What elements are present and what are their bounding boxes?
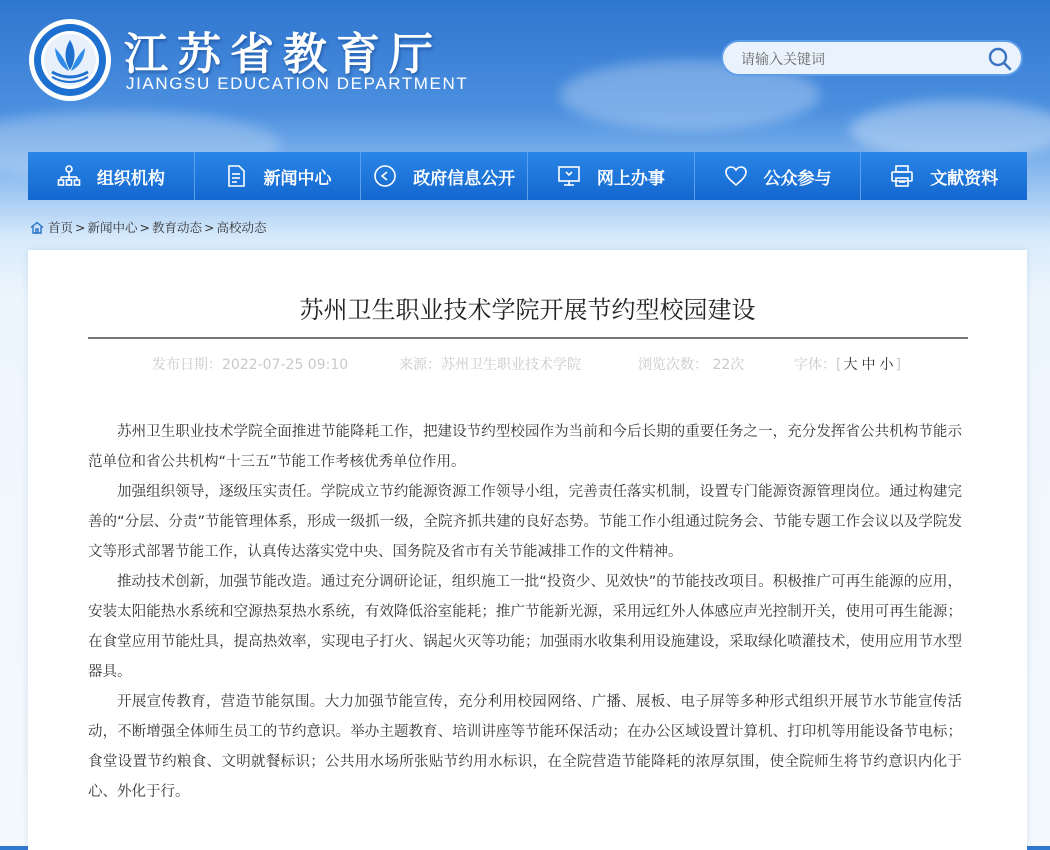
breadcrumb-separator: > — [204, 219, 215, 235]
printer-icon — [890, 164, 914, 188]
nav-item-news[interactable] — [195, 152, 362, 200]
article-title: 苏州卫生职业技术学院开展节约型校园建设 — [299, 296, 756, 324]
home-icon — [30, 221, 44, 234]
font-size-bracket: [ — [836, 357, 842, 373]
org-chart-icon — [57, 164, 81, 188]
search-box — [721, 40, 1023, 76]
nav-item-documents[interactable] — [861, 152, 1027, 200]
site-header — [0, 0, 1050, 150]
font-size-small[interactable]: 小 — [879, 357, 894, 373]
paragraph: 推动技术创新，加强节能改造。通过充分调研论证，组织施工一批“投资少、见效快”的节能技改项目。积极推广可再生能源的应用，安装太阳能热水系统和空源热泵热水系统，有效降低浴室能耗；推广节能新光源，采用远红外人体感应声光控制开关，使用可再生能源；在食堂应用节能灶具，提高热效率，实现电子打火、锅起火灭等功能；加强雨水收集利用设施建设，采取绿化喷灌技术，使用应用节水型器具。 — [88, 574, 962, 680]
paragraph: 开展宣传教育，营造节能氛围。大力加强节能宣传，充分利用校园网络、广播、展板、电子屏等多种形式组织开展节水节能宣传活动，不断增强全体师生员工的节约意识。举办主题教育、培训讲座等节能环保活动；在办公区域设置计算机、打印机等用能设备节电标；食堂设置节约粮食、文明就餐标识；公共用水场所张贴节约用水标识，在全院营造节能降耗的浓厚氛围，使全院师生将节约意识内化于心、外化于行。 — [88, 694, 962, 800]
publish-date: 发布日期：2022-07-25 09:10 — [152, 357, 349, 373]
nav-item-public-participation[interactable] — [695, 152, 862, 200]
nav-item-online-services[interactable] — [528, 152, 695, 200]
document-icon — [224, 164, 248, 188]
nav-item-gov-info[interactable] — [361, 152, 528, 200]
article-panel — [28, 250, 1027, 850]
search-icon[interactable] — [987, 46, 1013, 72]
article-body — [88, 417, 962, 807]
breadcrumb-separator: > — [139, 219, 150, 235]
breadcrumb-news-center[interactable]: 新闻中心 — [87, 220, 138, 235]
font-size-label: 字体： — [794, 357, 836, 373]
nav-label: 公众参与 — [763, 168, 832, 189]
breadcrumb — [30, 218, 267, 236]
nav-item-organization[interactable] — [28, 152, 195, 200]
font-size-control — [794, 354, 901, 374]
breadcrumb-home[interactable]: 首页 — [48, 220, 74, 235]
title-divider — [88, 337, 968, 339]
nav-label: 文献资料 — [930, 168, 999, 189]
font-size-bracket: ] — [895, 357, 901, 373]
font-size-large[interactable]: 大 — [843, 357, 858, 373]
breadcrumb-university-news[interactable]: 高校动态 — [216, 220, 267, 235]
site-title-en: JIANGSU EDUCATION DEPARTMENT — [126, 74, 469, 93]
site-title-cn: 江苏省教育厅 — [124, 29, 442, 80]
nav-label: 组织机构 — [96, 168, 165, 189]
font-size-medium[interactable]: 中 — [861, 357, 876, 373]
breadcrumb-education-news[interactable]: 教育动态 — [152, 220, 203, 235]
monitor-icon — [557, 164, 581, 188]
main-nav — [28, 152, 1027, 200]
nav-label: 网上办事 — [596, 168, 665, 189]
education-department-logo[interactable] — [28, 18, 112, 102]
paragraph: 加强组织领导，逐级压实责任。学院成立节约能源资源工作领导小组，完善责任落实机制，设置专门能源资源管理岗位。通过构建完善的“分层、分责”节能管理体系，形成一级抓一级，全院齐抓共建的良好态势。节能工作小组通过院务会、节能专题工作会议以及学院发文等形式部署节能工作，认真传达落实党中央、国务院及省市有关节能减排工作的文件精神。 — [88, 484, 962, 560]
heart-icon — [724, 164, 748, 188]
article-source: 来源：苏州卫生职业技术学院 — [399, 357, 581, 373]
nav-label: 政府信息公开 — [413, 168, 516, 189]
play-circle-icon — [373, 164, 397, 188]
paragraph: 苏州卫生职业技术学院全面推进节能降耗工作，把建设节约型校园作为当前和今后长期的重要任务之一，充分发挥省公共机构节能示范单位和省公共机构“十三五”节能工作考核优秀单位作用。 — [88, 424, 962, 470]
search-input[interactable] — [739, 48, 983, 72]
breadcrumb-separator: > — [75, 219, 86, 235]
nav-label: 新闻中心 — [263, 168, 332, 189]
view-count: 浏览次数： 22次 — [638, 357, 745, 373]
